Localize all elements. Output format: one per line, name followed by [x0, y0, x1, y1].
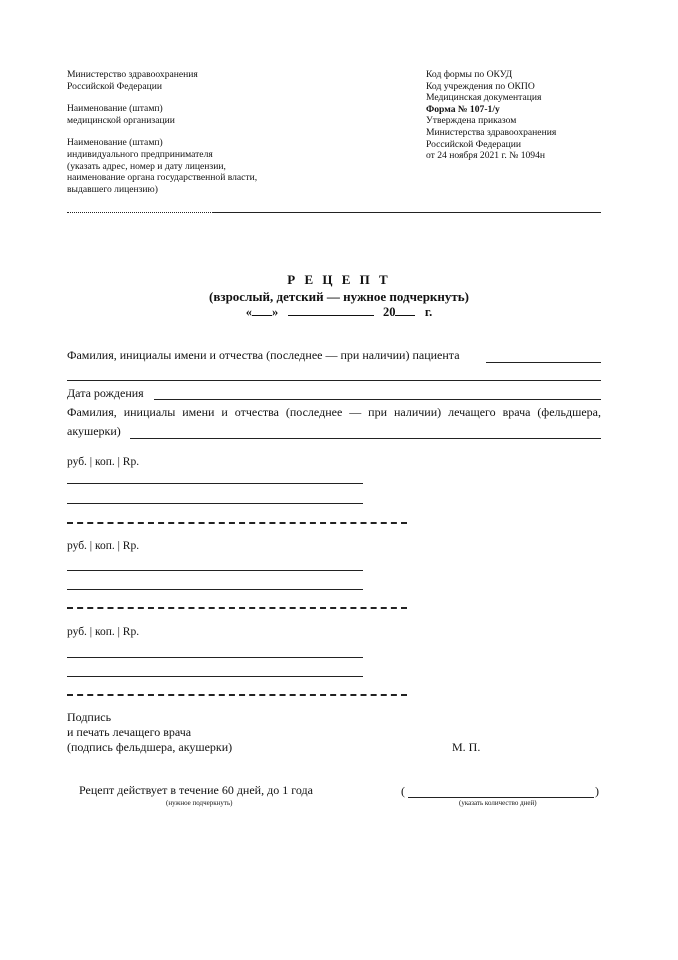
ip-stamp-line-4: наименование органа государственной власти, — [67, 172, 258, 184]
ip-stamp-line-1: Наименование (штамп) — [67, 137, 163, 149]
rx-line-1b[interactable] — [67, 503, 363, 504]
rx-label-3: руб. | коп. | Rp. — [67, 626, 140, 638]
prescription-date — [0, 304, 678, 320]
header-separator — [67, 212, 601, 213]
signature-line-1: Подпись — [67, 710, 112, 724]
paren-close: ) — [595, 784, 599, 798]
form-subtitle: (взрослый, детский — нужное подчеркнуть) — [209, 289, 469, 304]
rx-label-1: руб. | коп. | Rp. — [67, 456, 140, 468]
header-right — [426, 69, 626, 162]
validity-text: Рецепт действует в течение 60 дней, до 1 года — [79, 783, 313, 797]
rx-line-3a[interactable] — [67, 657, 363, 658]
date-quote-open: « — [245, 305, 252, 319]
rx-label-2: руб. | коп. | Rp. — [67, 540, 140, 552]
year-blank[interactable] — [395, 304, 415, 316]
ip-stamp-line-5: выдавшего лицензию) — [67, 183, 158, 195]
rx-cut-line-2 — [67, 607, 407, 609]
ip-stamp-line-3: (указать адрес, номер и дату лицензии, — [67, 160, 226, 172]
form-number: Форма № 107-1/у — [426, 103, 500, 115]
signature-line-2: и печать лечащего врача — [67, 725, 192, 739]
ministry-line-2: Российской Федерации — [67, 80, 162, 92]
approved-label: Утверждена приказом — [426, 115, 517, 127]
org-stamp-line-1: Наименование (штамп) — [67, 103, 163, 115]
validity-note: (нужное подчеркнуть) — [166, 799, 233, 807]
doctor-label-line-2: акушерки) — [67, 424, 121, 438]
rx-line-1a[interactable] — [67, 483, 363, 484]
rx-line-3b[interactable] — [67, 676, 363, 677]
birth-date-line[interactable] — [154, 399, 601, 400]
okud-code-label: Код формы по ОКУД — [426, 69, 513, 80]
date-quote-close: » — [271, 305, 279, 319]
signature-line-3: (подпись фельдшера, акушерки) — [67, 740, 233, 754]
order-date: от 24 ноября 2021 г. № 1094н — [426, 150, 546, 162]
ip-stamp-line-2: индивидуального предпринимателя — [67, 148, 213, 160]
rx-cut-line-1 — [67, 522, 407, 524]
approver-line-2: Российской Федерации — [426, 138, 521, 150]
year-prefix: 20 — [382, 305, 396, 319]
org-stamp-line-2: медицинской организации — [67, 114, 175, 126]
rx-line-2a[interactable] — [67, 570, 363, 571]
patient-name-line-2[interactable] — [67, 380, 601, 381]
form-title: Р Е Ц Е П Т — [287, 272, 391, 287]
days-count-line[interactable] — [408, 797, 594, 798]
okpo-code-label: Код учреждения по ОКПО — [426, 80, 535, 92]
birth-date-label: Дата рождения — [67, 386, 144, 400]
day-blank[interactable] — [252, 304, 272, 316]
doctor-name-line[interactable] — [130, 438, 601, 439]
stamp-place-label: М. П. — [452, 740, 481, 754]
year-suffix: г. — [424, 305, 433, 319]
patient-name-line[interactable] — [486, 362, 601, 363]
month-blank[interactable] — [288, 304, 374, 316]
paren-open: ( — [401, 784, 405, 798]
approver-line-1: Министерства здравоохранения — [426, 126, 557, 138]
days-note: (указать количество дней) — [459, 799, 537, 807]
rx-cut-line-3 — [67, 694, 407, 696]
med-doc-label: Медицинская документация — [426, 92, 542, 104]
ministry-line-1: Министерство здравоохранения — [67, 69, 198, 80]
rx-line-2b[interactable] — [67, 589, 363, 590]
signature-block — [67, 710, 232, 755]
patient-name-label: Фамилия, инициалы имени и отчества (последнее — при наличии) пациента — [67, 348, 460, 362]
header-left — [67, 69, 397, 195]
doctor-label-line-1: Фамилия, инициалы имени и отчества (последнее — при наличии) лечащего врача (фельдшера, — [67, 405, 601, 419]
